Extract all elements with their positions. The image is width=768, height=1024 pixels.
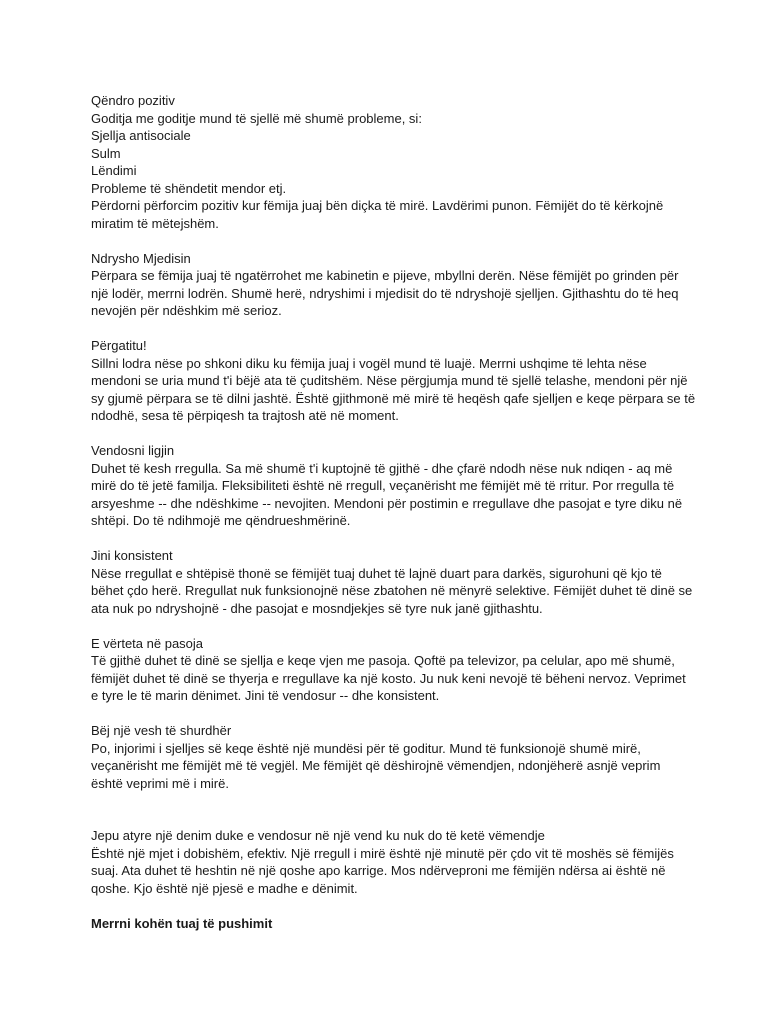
section-consequences: [91, 635, 691, 705]
section-heading: Jepu atyre një denim duke e vendosur në një vend ku nuk do të ketë vëmendje: [91, 828, 545, 843]
paragraph-line: Duhet të kesh rregulla. Sa më shumë t'i kuptojnë të gjithë - dhe çfarë ndodh nëse nuk ndiqen - aq më: [91, 460, 673, 476]
paragraph-line: nevojën për ndëshkim më serioz.: [91, 303, 282, 318]
paragraph-line: qoshe. Kjo është një pjesë e madhe e dënimit.: [91, 880, 358, 896]
paragraph-line: e tyre le të marin dënimet. Jini të vendosur -- dhe konsistent.: [91, 688, 440, 703]
section-heading: Përgatitu!: [91, 338, 147, 353]
paragraph-line: Goditja me goditje mund të sjellë më shumë probleme, si:: [91, 110, 422, 126]
list-item: Probleme të shëndetit mendor etj.: [91, 180, 287, 196]
section-deaf-ear: [91, 722, 691, 792]
paragraph-line: Sillni lodra nëse po shkoni diku ku fëmija juaj i vogël mund të luajë. Merrni ushqime të lehta nëse: [91, 355, 647, 371]
list-item: Lëndimi: [91, 163, 137, 178]
paragraph-line: Të gjithë duhet të dinë se sjellja e keqe vjen me pasoja. Qoftë pa televizor, pa celular, apo më shumë,: [91, 653, 675, 668]
section-consistent: [91, 547, 691, 617]
paragraph-line: Përpara se fëmija juaj të ngatërrohet me kabinetin e pijeve, mbyllni derën. Nëse fëmijët po grinden për: [91, 268, 679, 283]
paragraph-line: Është një mjet i dobishëm, efektiv. Një rregull i mirë është një minutë për çdo vit të moshës së fëmijës: [91, 845, 674, 861]
section-heading: Jini konsistent: [91, 548, 173, 563]
paragraph-line: Nëse rregullat e shtëpisë thonë se fëmijët tuaj duhet të lajnë duart para darkës, sigurohuni që kjo të: [91, 565, 662, 581]
paragraph-line: miratim të mëtejshëm.: [91, 215, 219, 231]
section-heading: Ndrysho Mjedisin: [91, 250, 191, 266]
paragraph-line: Përdorni përforcim pozitiv kur fëmija juaj bën diçka të mirë. Lavdërimi punon. Fëmijët do të kërkojnë: [91, 198, 664, 213]
section-environment: [91, 250, 691, 320]
paragraph-line: është veprimi më i mirë.: [91, 775, 229, 791]
section-heading: Bëj një vesh të shurdhër: [91, 723, 232, 738]
paragraph-line: mirë do të jetë familja. Fleksibiliteti është në rregull, veçanërisht me fëmijët më të rritur. Por rregulla të: [91, 478, 675, 493]
closing-heading: Merrni kohën tuaj të pushimit: [91, 915, 273, 931]
paragraph-line: ndodhë, sesa të përpiqesh ta trajtosh atë në moment.: [91, 408, 399, 423]
section-heading: Qëndro pozitiv: [91, 93, 175, 108]
paragraph-line: suaj. Ata duhet të heshtin në një qoshe apo karrige. Mos ndërveproni me fëmijën ndërsa ai është në: [91, 863, 666, 878]
paragraph-line: shtëpi. Do të ndihmojë me qëndrueshmërinë.: [91, 513, 351, 528]
paragraph-line: Po, injorimi i sjelljes së keqe është një mundësi për të goditur. Mund të funksionojë shumë mirë,: [91, 740, 641, 756]
paragraph-line: një lodër, merrni lodrën. Shumë herë, ndryshimi i mjedisit do të ndryshojë sjelljen. Gjithashtu do të heq: [91, 285, 679, 301]
paragraph-line: mendoni se uria mund t'i bëjë ata të çuditshëm. Nëse përgjumja mund të sjellë telashe, mendoni për një: [91, 373, 688, 388]
paragraph-line: ata nuk po ndryshojnë - dhe pasojat e mosndjekjes së tyre nuk janë gjithashtu.: [91, 600, 543, 616]
paragraph-line: sy gjumë përpara se të dilni jashtë. Është gjithmonë më mirë të heqësh qafe sjelljen e keqe përpara se të: [91, 390, 696, 406]
section-prepare: [91, 337, 696, 425]
paragraph-line: arsyeshme -- dhe ndëshkime -- nevojiten. Mendoni për postimin e rregullave dhe pasojat e tyre diku në: [91, 495, 683, 511]
paragraph-line: fëmijët duhet të dinë se thyerja e rregullave ka një kosto. Ju nuk keni nevojë të bëheni nervoz. Veprimet: [91, 670, 686, 686]
section-rules: [91, 442, 691, 530]
document-page: [91, 92, 696, 932]
section-positive: [91, 92, 691, 232]
list-item: Sjellja antisociale: [91, 128, 191, 143]
section-timeout: [91, 827, 691, 897]
section-heading: E vërteta në pasoja: [91, 635, 204, 651]
paragraph-line: veçanërisht me fëmijët më të vegjël. Me fëmijët që dëshirojnë vëmendjen, ndonjëherë asnjë veprim: [91, 758, 661, 773]
section-heading: Vendosni ligjin: [91, 443, 175, 458]
list-item: Sulm: [91, 145, 121, 161]
paragraph-line: bëhet çdo herë. Rregullat nuk funksionojnë nëse zbatohen në mënyrë selektive. Fëmijët duhet të dinë se: [91, 583, 693, 598]
